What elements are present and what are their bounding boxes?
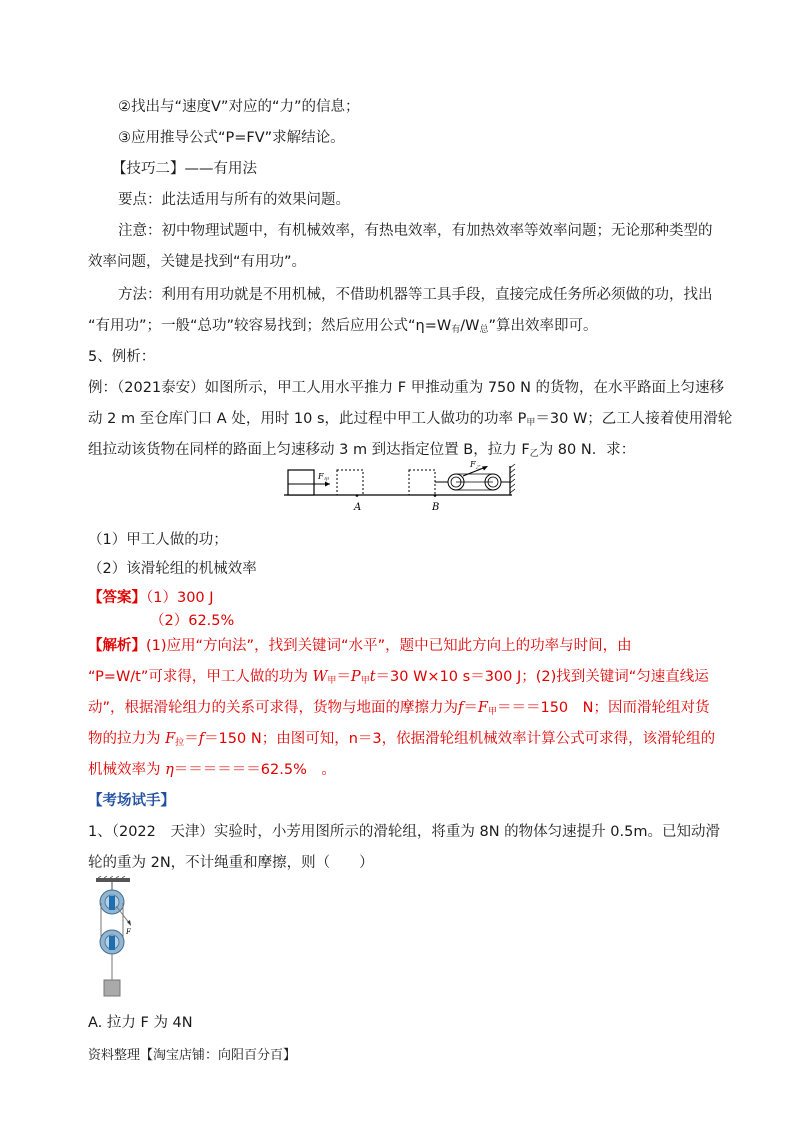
example-line-3: 组拉动该货物在同样的路面上匀速移动 3 m 到达指定位置 B，拉力 $F_乙$为 80 N．求： bbox=[88, 442, 636, 459]
analysis-line-2: “P=W/t”可求得，甲工人做的功为 $W_甲=P_甲t=30$ W×10 s＝300 J；(2)找到关键词“匀速直线运 bbox=[88, 669, 709, 686]
answer-label: 【答案】 bbox=[88, 590, 146, 606]
example-line-2: 动 2 m 至仓库门口 A 处，用时 10 s，此过程中甲工人做功的功率 $P_甲=30$ W；乙工人接着使用滑轮 bbox=[88, 411, 733, 428]
answer-line-1: 【答案】（1）300 J bbox=[88, 590, 214, 606]
practice-heading: 【考场试手】 bbox=[88, 793, 175, 809]
cargo-box-b bbox=[409, 470, 435, 495]
weight-block bbox=[104, 980, 120, 996]
cargo-box-start bbox=[288, 470, 314, 495]
pulley-figure bbox=[92, 876, 142, 1000]
tip-2-key-points: 要点：此法适用与所有的效果问题。 bbox=[118, 192, 350, 208]
tip-2-method-line-2: “有用功”；一般“总功”较容易找到；然后应用公式“$\eta=W_有/W_总$”算出效率即可。 bbox=[88, 318, 598, 335]
example-line-1: 例：（2021泰安）如图所示，甲工人用水平推力 F 甲推动重为 750 N 的货物，在水平路面上匀速移 bbox=[88, 380, 725, 396]
question-2: （2）该滑轮组的机械效率 bbox=[88, 561, 257, 577]
analysis-line-4: 物的拉力为 $F_拉=f=150$ N；由图可知，n＝3，依据滑轮组机械效率计算公式可求得，该滑轮组的 bbox=[88, 731, 716, 748]
analysis-line-1: 【解析】(1)应用“方向法”，找到关键词“水平”，题中已知此方向上的功率与时间，由 bbox=[88, 638, 632, 654]
footer-text: 资料整理【淘宝店铺：向阳百分百】 bbox=[88, 1048, 297, 1063]
example-heading: 5、例析： bbox=[88, 349, 156, 365]
analysis-label: 【解析】 bbox=[88, 638, 146, 654]
analysis-line-5: 机械效率为 η＝＝＝＝＝＝62.5% 。 bbox=[88, 762, 336, 778]
method-step-3: ③应用推导公式“P=FV”求解结论。 bbox=[118, 130, 345, 146]
example-figure bbox=[280, 458, 520, 518]
ceiling bbox=[96, 878, 130, 882]
cargo-box-a bbox=[337, 470, 363, 495]
point-b-marker bbox=[434, 494, 437, 497]
label-b: B bbox=[432, 502, 440, 513]
answer-line-2: （2）62.5% bbox=[150, 613, 235, 629]
force-yi-label: $F_乙$ bbox=[470, 460, 481, 471]
tip-2-title: 【技巧二】——有用法 bbox=[112, 161, 257, 177]
label-a: A bbox=[354, 502, 362, 513]
practice-q1-line-1: 1、（2022 天津）实验时，小芳用图所示的滑轮组，将重为 8N 的物体匀速提升 0.5m。已知动滑 bbox=[88, 824, 720, 840]
tip-2-method-line-1: 方法：利用有用功就是不用机械，不借助机器等工具手段，直接完成任务所必须做的功，找出 bbox=[118, 287, 713, 303]
wall-hatch bbox=[510, 464, 515, 493]
movable-pulley-axle bbox=[109, 936, 115, 950]
method-step-2: ②找出与“速度V”对应的“力”的信息； bbox=[118, 99, 360, 115]
analysis-line-3: 动”，根据滑轮组力的关系可求得，货物与地面的摩擦力为$f=F_甲===150$ N；因而滑轮组对货 bbox=[88, 700, 710, 717]
option-a: A. 拉力 F 为 4N bbox=[88, 1015, 193, 1031]
question-1: （1）甲工人做的功； bbox=[88, 532, 228, 548]
practice-q1-line-2: 轮的重为 2N，不计绳重和摩擦，则（ ） bbox=[88, 855, 374, 871]
tip-2-note-line-2: 效率问题，关键是找到“有用功”。 bbox=[88, 254, 307, 270]
tip-2-note-line-1: 注意：初中物理试题中，有机械效率，有热电效率，有加热效率等效率问题；无论那种类型的 bbox=[118, 223, 713, 239]
point-a-marker bbox=[356, 494, 359, 497]
force-f-label: F bbox=[126, 928, 131, 936]
fixed-pulley-axle bbox=[109, 896, 115, 910]
force-jia-label: $F_甲$ bbox=[318, 472, 329, 483]
